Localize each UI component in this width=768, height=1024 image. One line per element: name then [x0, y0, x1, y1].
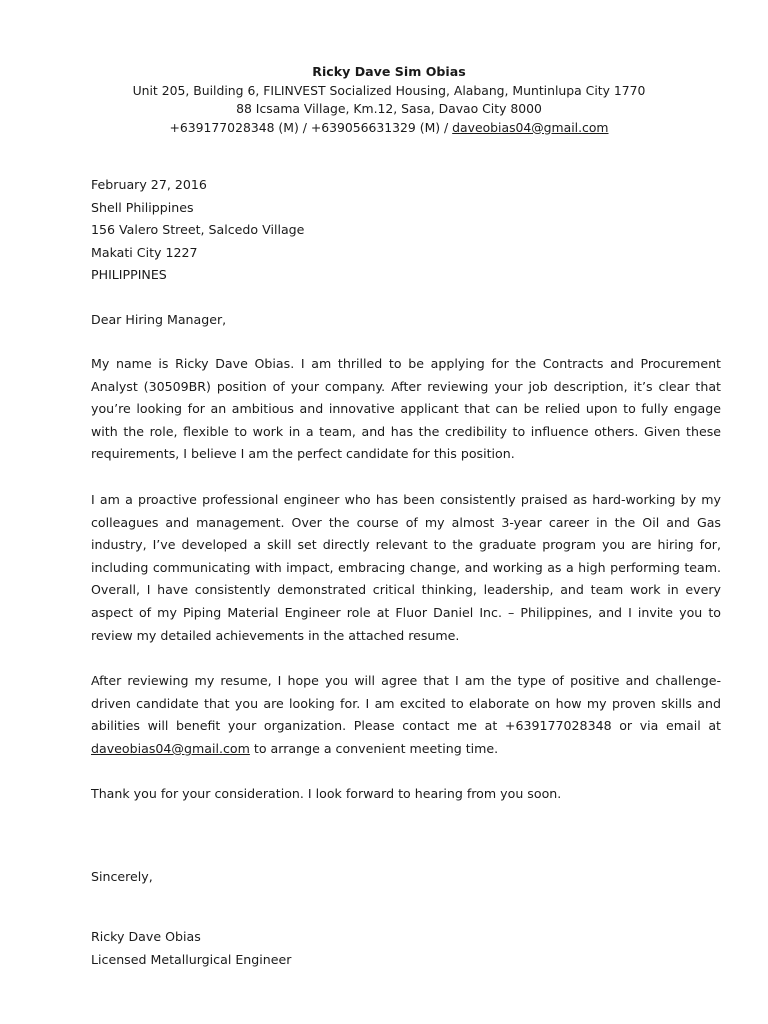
- recipient-block: [91, 174, 721, 287]
- letterhead: [0, 63, 768, 137]
- paragraph-contact-tail: to arrange a convenient meeting time.: [249, 740, 499, 756]
- sender-address-2: 88 Icsama Village, Km.12, Sasa, Davao City 8000: [236, 101, 542, 116]
- sender-phones: +639177028348 (M) / +639056631329 (M) /: [169, 119, 453, 135]
- paragraph-thanks: Thank you for your consideration. I look forward to hearing from you soon.: [91, 786, 562, 801]
- paragraph-intro: My name is Ricky Dave Obias. I am thrilled to be applying for the Contracts and Procurement Analyst (30509BR) position of your company. After reviewing your job description, it’s clear that you’re looking for an ambitious and innovative applicant that can be relied upon to fully engage with the role, flexible to work in a team, and has the credibility to influence others. Given these requirements, I believe I am the perfect candidate for this position.: [91, 356, 721, 462]
- recipient-company: Shell Philippines: [91, 199, 194, 215]
- paragraph-experience: I am a proactive professional engineer who has been consistently praised as hard-working by my colleagues and management. Over the course of my almost 3-year career in the Oil and Gas industry, I’ve developed a skill set directly relevant to the graduate program you are hiring for, including communicating with impact, embracing change, and working as a high performing team. Overall, I have consistently demonstrated critical thinking, leadership, and team work in every aspect of my Piping Material Engineer role at Fluor Daniel Inc. – Philippines, and I invite you to review my detailed achievements in the attached resume.: [91, 492, 721, 643]
- closing: Sincerely,: [91, 869, 153, 884]
- sender-name: Ricky Dave Sim Obias: [312, 64, 466, 79]
- signature-name: Ricky Dave Obias: [91, 929, 201, 944]
- sender-email-link[interactable]: daveobias04@gmail.com: [452, 119, 609, 135]
- sender-address-1: Unit 205, Building 6, FILINVEST Socialized Housing, Alabang, Muntinlupa City 1770: [132, 82, 646, 98]
- signature-block: [91, 926, 721, 971]
- salutation: Dear Hiring Manager,: [91, 312, 227, 327]
- recipient-city: Makati City 1227: [91, 244, 198, 260]
- signature-title: Licensed Metallurgical Engineer: [91, 951, 292, 967]
- paragraph-contact: [91, 670, 721, 760]
- letter-date: February 27, 2016: [91, 177, 207, 192]
- contact-email-link[interactable]: daveobias04@gmail.com: [91, 740, 250, 756]
- recipient-country: PHILIPPINES: [91, 267, 167, 283]
- recipient-street: 156 Valero Street, Salcedo Village: [91, 222, 305, 238]
- sender-contact: [0, 119, 768, 138]
- paragraph-contact-text: After reviewing my resume, I hope you will agree that I am the type of positive and challenge-driven candidate that you are looking for. I am excited to elaborate on how my proven skills and abilities will benefit your organization. Please contact me at +639177028348 or via email at: [91, 673, 721, 734]
